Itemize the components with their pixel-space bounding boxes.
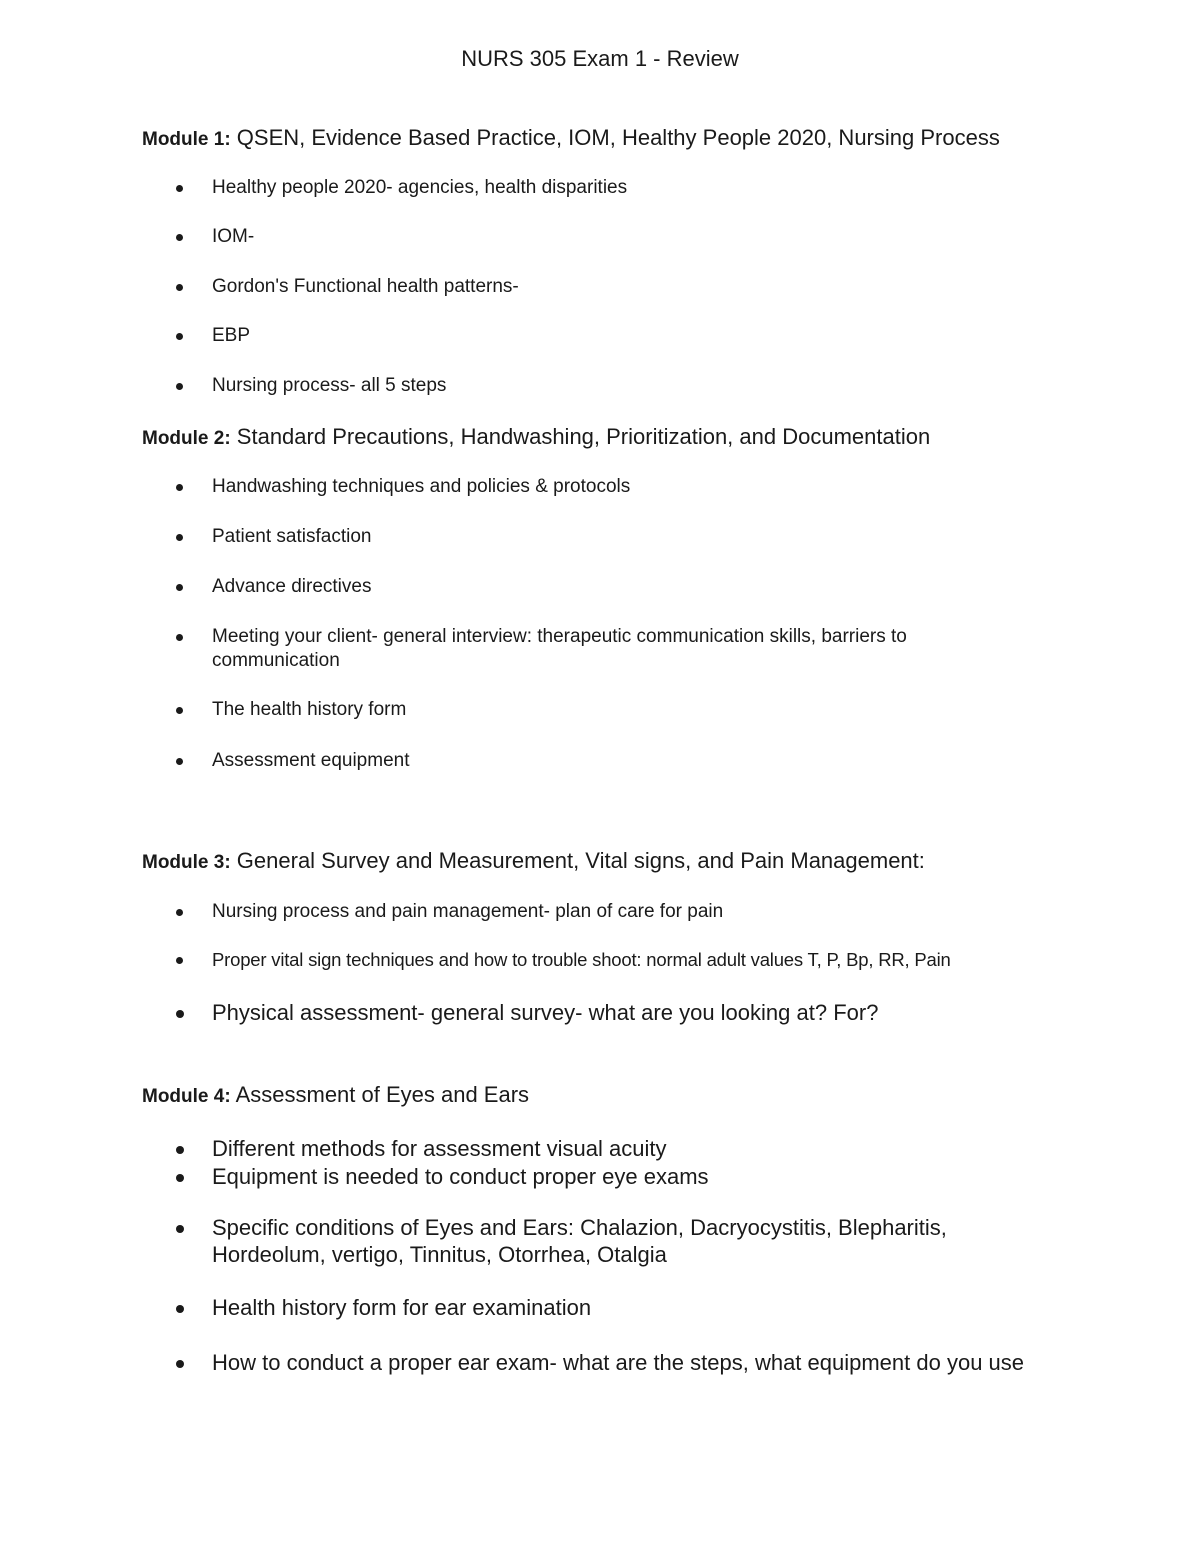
- document-title: NURS 305 Exam 1 - Review: [461, 46, 739, 71]
- bullet-icon: [176, 1146, 184, 1154]
- module-2-label: Module 2:: [142, 428, 231, 449]
- bullet-icon: [176, 484, 183, 491]
- bullet-icon: [176, 909, 183, 916]
- list-item: How to conduct a proper ear exam- what are the steps, what equipment do you use: [212, 1349, 1092, 1376]
- module-1-label: Module 1:: [142, 129, 231, 150]
- module-3-label: Module 3:: [142, 852, 231, 873]
- bullet-icon: [176, 1225, 184, 1233]
- bullet-icon: [176, 957, 183, 964]
- module-3-heading: [142, 847, 1142, 877]
- list-item: Nursing process and pain management- plan of care for pain: [212, 900, 1092, 924]
- bullet-icon: [176, 584, 183, 591]
- list-item: Physical assessment- general survey- what are you looking at? For?: [212, 999, 1092, 1026]
- module-2-heading: [142, 423, 1142, 453]
- list-item: Patient satisfaction: [212, 525, 1092, 549]
- list-item: Specific conditions of Eyes and Ears: Chalazion, Dacryocystitis, Blepharitis, Hordeolum, vertigo, Tinnitus, Otorrhea, Otalgia: [212, 1214, 1042, 1268]
- list-item: Healthy people 2020- agencies, health disparities: [212, 176, 1092, 200]
- bullet-icon: [176, 185, 183, 192]
- module-2-topic: Standard Precautions, Handwashing, Prioritization, and Documentation: [236, 424, 931, 449]
- module-4-label: Module 4:: [142, 1086, 231, 1107]
- bullet-icon: [176, 758, 183, 765]
- bullet-icon: [176, 1305, 184, 1313]
- list-item: Advance directives: [212, 575, 1092, 599]
- bullet-icon: [176, 1360, 184, 1368]
- list-item: Equipment is needed to conduct proper eye exams: [212, 1163, 1092, 1190]
- list-item: Handwashing techniques and policies & protocols: [212, 475, 1092, 499]
- list-item: The health history form: [212, 698, 1092, 722]
- bullet-icon: [176, 534, 183, 541]
- module-3-topic: General Survey and Measurement, Vital signs, and Pain Management:: [236, 848, 925, 873]
- bullet-icon: [176, 234, 183, 241]
- bullet-icon: [176, 1010, 184, 1018]
- module-1-topic: QSEN, Evidence Based Practice, IOM, Healthy People 2020, Nursing Process: [236, 125, 1000, 150]
- module-4-topic: Assessment of Eyes and Ears: [235, 1082, 530, 1107]
- bullet-icon: [176, 1174, 184, 1182]
- list-item: Nursing process- all 5 steps: [212, 374, 1092, 398]
- bullet-icon: [176, 333, 183, 340]
- list-item: Meeting your client- general interview: therapeutic communication skills, barriers to communication: [212, 625, 1032, 673]
- list-item: Assessment equipment: [212, 749, 1092, 773]
- list-item: Gordon's Functional health patterns-: [212, 275, 1092, 299]
- bullet-icon: [176, 284, 183, 291]
- list-item: Proper vital sign techniques and how to trouble shoot: normal adult values T, P, Bp, RR, Pain: [212, 948, 1092, 972]
- list-item: IOM-: [212, 225, 1092, 249]
- bullet-icon: [176, 383, 183, 390]
- list-item: Health history form for ear examination: [212, 1294, 1092, 1321]
- bullet-icon: [176, 634, 183, 641]
- module-1-heading: [142, 124, 1142, 154]
- list-item: EBP: [212, 324, 1092, 348]
- list-item: Different methods for assessment visual acuity: [212, 1135, 1092, 1162]
- module-4-heading: [142, 1081, 1142, 1111]
- bullet-icon: [176, 707, 183, 714]
